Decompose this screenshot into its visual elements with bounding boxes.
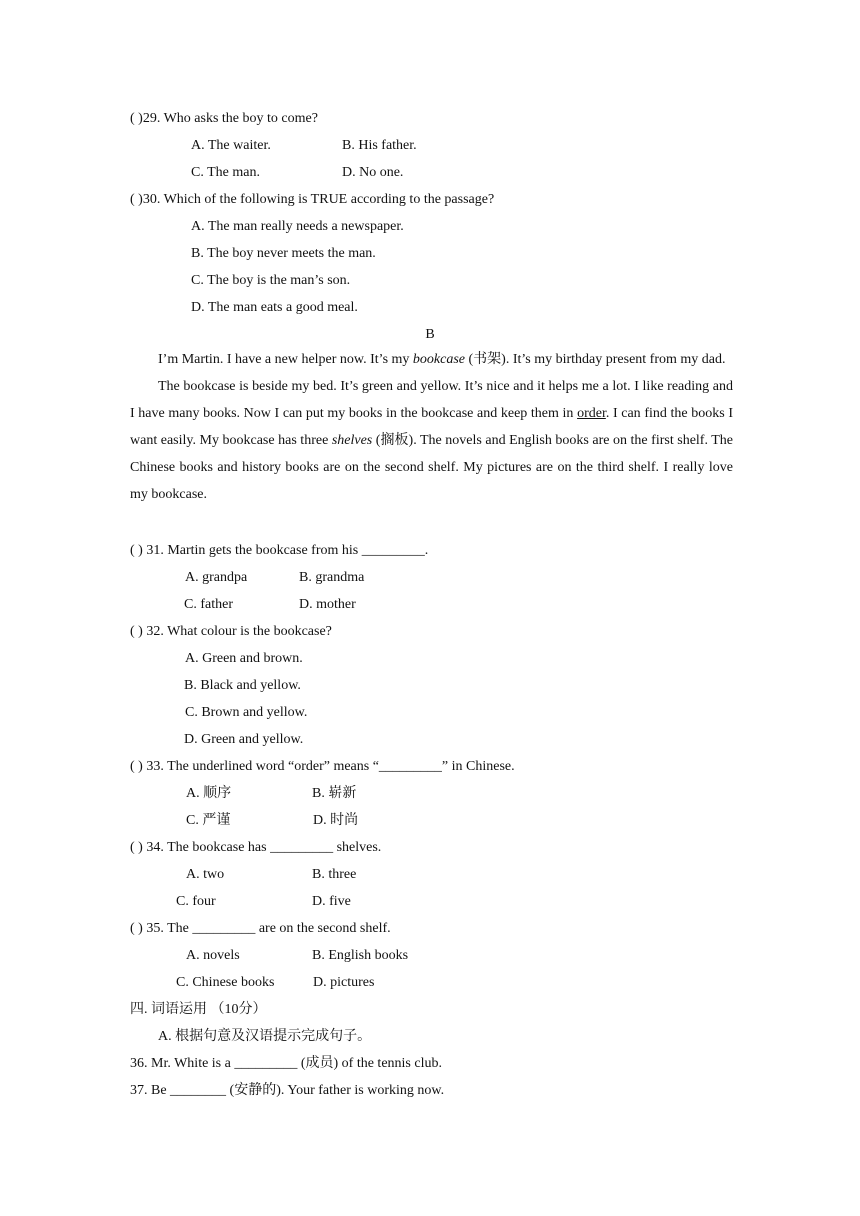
q35-option-c: C. Chinese books (176, 975, 275, 990)
q33-option-c: C. 严谨 (186, 813, 231, 828)
q31-option-d: D. mother (299, 597, 356, 612)
section-b-heading: B (425, 327, 435, 342)
q29-option-c: C. The man. (191, 165, 260, 180)
reading-passage (130, 346, 733, 508)
q30-option-b: B. The boy never meets the man. (191, 246, 376, 261)
q31-option-b: B. grandma (299, 570, 365, 585)
q34-option-a: A. two (186, 867, 225, 882)
q29-option-b: B. His father. (342, 138, 417, 153)
p2-text-a: The bookcase is beside my bed. It’s green and yellow. It’s nice and it helps me a lot. I like reading and I have many books. Now I can put my books in the bookcase and keep them in (130, 379, 733, 421)
p2-text-c: (搁板). The novels and English books are on the first shelf. The Chinese books and history books are on the second shelf. My pictures are on the third shelf. I really love my bookcase. (130, 433, 734, 502)
q35-option-d: D. pictures (313, 975, 375, 990)
q32-option-c: C. Brown and yellow. (185, 705, 308, 720)
passage-paragraph-1 (130, 346, 733, 373)
p2-italic-word: shelves (331, 433, 373, 448)
q29-option-d: D. No one. (342, 165, 404, 180)
q34-option-d: D. five (312, 894, 351, 909)
p1-text-a: I’m Martin. I have a new helper now. It’s my (158, 352, 413, 367)
q30-option-d: D. The man eats a good meal. (191, 300, 358, 315)
section-4a-instructions: A. 根据句意及汉语提示完成句子。 (158, 1029, 372, 1044)
question-29-stem: ( )29. Who asks the boy to come? (130, 111, 318, 126)
q32-option-b: B. Black and yellow. (184, 678, 301, 693)
p1-text-b: (书架). It’s my birthday present from my dad. (465, 352, 726, 367)
question-35-stem: ( ) 35. The _________ are on the second shelf. (130, 921, 391, 936)
q32-option-a: A. Green and brown. (185, 651, 303, 666)
q35-option-b: B. English books (312, 948, 409, 963)
question-31-stem: ( ) 31. Martin gets the bookcase from his _________. (130, 543, 429, 558)
q31-option-c: C. father (184, 597, 233, 612)
q35-option-a: A. novels (186, 948, 240, 963)
p2-text-b: . I can find the books I want easily. My bookcase has three (130, 406, 733, 448)
q33-option-d: D. 时尚 (313, 813, 359, 828)
q34-option-c: C. four (176, 894, 216, 909)
question-37: 37. Be ________ (安静的). Your father is working now. (130, 1083, 445, 1098)
question-30-stem: ( )30. Which of the following is TRUE according to the passage? (130, 192, 495, 207)
q33-option-b: B. 崭新 (312, 786, 357, 801)
q30-option-a: A. The man really needs a newspaper. (191, 219, 404, 234)
question-36: 36. Mr. White is a _________ (成员) of the tennis club. (130, 1056, 442, 1071)
q31-option-a: A. grandpa (185, 570, 248, 585)
p2-underlined-word: order (577, 406, 606, 421)
question-32-stem: ( ) 32. What colour is the bookcase? (130, 624, 332, 639)
q29-option-a: A. The waiter. (191, 138, 271, 153)
q33-option-a: A. 顺序 (186, 786, 232, 801)
q34-option-b: B. three (312, 867, 357, 882)
question-33-stem: ( ) 33. The underlined word “order” means “_________” in Chinese. (130, 759, 515, 774)
p1-italic-word: bookcase (412, 352, 465, 367)
question-34-stem: ( ) 34. The bookcase has _________ shelves. (130, 840, 382, 855)
passage-paragraph-2 (130, 373, 733, 508)
section-4-heading: 四. 词语运用 （10分） (130, 1002, 267, 1017)
q32-option-d: D. Green and yellow. (184, 732, 304, 747)
q30-option-c: C. The boy is the man’s son. (191, 273, 351, 288)
